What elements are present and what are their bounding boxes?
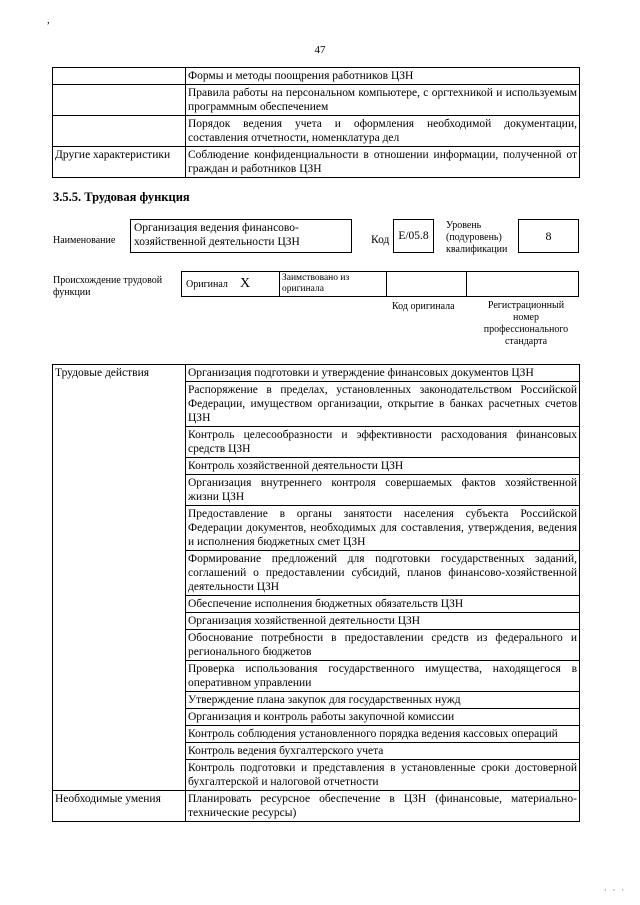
- origin-divider: [466, 271, 467, 297]
- table-cell: Формирование предложений для подготовки государственных заданий, соглашений о предоставлении субсидий, планов финансово-хозяйственной деятельности ЦЗН: [186, 551, 580, 596]
- table-cell: Соблюдение конфиденциальности в отношении информации, полученной от граждан и работников ЦЗН: [186, 147, 580, 178]
- code-label: Код: [371, 234, 390, 246]
- level-label: Уровень (подуровень) квалификации: [446, 220, 508, 255]
- origin-divider: [279, 271, 280, 297]
- row-label: Необходимые умения: [53, 791, 186, 822]
- original-mark: X: [240, 276, 251, 291]
- table-cell-empty: [53, 68, 186, 85]
- borrowed-label: Заимствовано из оригинала: [282, 273, 350, 294]
- table-cell: Организация внутреннего контроля совершаемых фактов хозяйственной жизни ЦЗН: [186, 475, 580, 506]
- page-number: 47: [314, 44, 326, 56]
- table-cell: Проверка использования государственного имущества, находящегося в оперативном управлении: [186, 661, 580, 692]
- origin-divider: [386, 271, 387, 297]
- row-label: Другие характеристики: [53, 147, 186, 178]
- original-label: Оригинал: [186, 279, 228, 290]
- origin-label: Происхождение трудовой функции: [53, 275, 163, 298]
- code-original-label: Код оригинала: [392, 301, 455, 312]
- row-label: Трудовые действия: [53, 365, 186, 791]
- function-name: Организация ведения финансово-хозяйственной деятельности ЦЗН: [130, 219, 352, 253]
- name-label: Наименование: [53, 235, 116, 246]
- table-cell: Организация подготовки и утверждение финансовых документов ЦЗН: [186, 365, 580, 382]
- section-title: 3.5.5. Трудовая функция: [53, 190, 190, 204]
- table-cell: Организация и контроль работы закупочной комиссии: [186, 709, 580, 726]
- table-cell: Контроль хозяйственной деятельности ЦЗН: [186, 458, 580, 475]
- table-cell-empty: [53, 116, 186, 147]
- table-cell: Формы и методы поощрения работников ЦЗН: [186, 68, 580, 85]
- table-cell: Обоснование потребности в предоставлении средств из федерального и регионального бюджетов: [186, 630, 580, 661]
- table-cell: Предоставление в органы занятости населения субъекта Российской Федерации документов, необходимых для составления, утверждения, ведения и исполнения бюджетных смет ЦЗН: [186, 506, 580, 551]
- function-code: Е/05.8: [393, 219, 434, 253]
- table-cell-empty: [53, 85, 186, 116]
- table-cell: Контроль ведения бухгалтерского учета: [186, 743, 580, 760]
- table-cell: Обеспечение исполнения бюджетных обязательств ЦЗН: [186, 596, 580, 613]
- table-cell: Контроль целесообразности и эффективности расходования финансовых средств ЦЗН: [186, 427, 580, 458]
- table-cell: Планировать ресурсное обеспечение в ЦЗН (финансовые, материально-технические ресурсы): [186, 791, 580, 822]
- table-cell: Контроль соблюдения установленного порядка ведения кассовых операций: [186, 726, 580, 743]
- table-cell: Распоряжение в пределах, установленных законодательством Российской Федерации, имуществом организации, открытие в банках расчетных счетов ЦЗН: [186, 382, 580, 427]
- table-cell: Утверждение плана закупок для государственных нужд: [186, 692, 580, 709]
- reg-number-label: Регистрационный номер профессионального стандарта: [483, 300, 569, 347]
- actions-table: [52, 364, 580, 822]
- characteristics-table: [52, 67, 580, 178]
- table-cell: Правила работы на персональном компьютере, с оргтехникой и используемым программным обеспечением: [186, 85, 580, 116]
- qualification-level: 8: [518, 219, 579, 253]
- table-cell: Организация хозяйственной деятельности ЦЗН: [186, 613, 580, 630]
- table-cell: Контроль подготовки и представления в установленные сроки достоверной бухгалтерской и налоговой отчетности: [186, 760, 580, 791]
- page-mark: · · ·: [604, 886, 626, 895]
- table-row: [53, 365, 580, 382]
- table-row: [53, 791, 580, 822]
- corner-mark: ,: [47, 14, 50, 26]
- table-cell: Порядок ведения учета и оформления необходимой документации, составления отчетности, номенклатура дел: [186, 116, 580, 147]
